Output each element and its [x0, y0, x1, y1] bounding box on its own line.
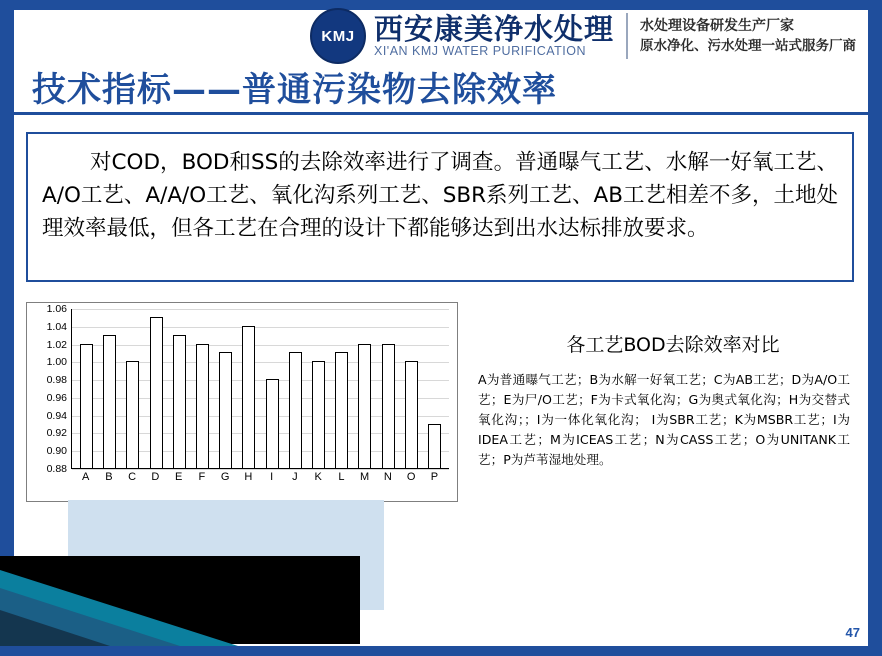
body-paragraph: 对COD，BOD和SS的去除效率进行了调查。普通曝气工艺、水解一好氧工艺、A/O工艺、A/A/O工艺、氧化沟系列工艺、SBR系列工艺、AB工艺相差不多，土地处理效率最低，但各工艺在合理的设计下都能够达到出水达标排放要求。	[42, 150, 838, 241]
chart-x-tick: C	[128, 471, 137, 483]
company-name-block	[374, 11, 615, 59]
chart-bar	[382, 344, 395, 468]
company-tagline	[640, 16, 856, 56]
chart-y-tick: 1.02	[46, 338, 67, 351]
decorative-teal-wedge	[0, 570, 238, 646]
company-logo-icon: KMJ	[310, 8, 366, 64]
chart-bar	[173, 335, 186, 468]
chart-y-tick: 1.06	[46, 303, 67, 315]
chart-y-tick: 0.94	[46, 409, 67, 422]
chart-title: 各工艺BOD去除效率对比	[566, 334, 780, 356]
chart-bar	[428, 424, 441, 468]
brand-header	[310, 8, 856, 64]
chart-x-tick: A	[81, 471, 90, 483]
chart-bar	[126, 361, 139, 468]
chart-y-axis-labels	[31, 303, 67, 475]
company-name-cn: 西安康美净水处理	[374, 11, 615, 46]
chart-x-tick: E	[174, 471, 183, 483]
tagline-line-2: 原水净化、污水处理一站式服务厂商	[640, 38, 857, 54]
chart-bar	[196, 344, 209, 468]
slide-number: 47	[845, 625, 860, 640]
title-divider	[14, 112, 868, 115]
company-name-en: XI'AN KMJ WATER PURIFICATION	[374, 43, 586, 58]
chart-x-tick: H	[244, 471, 253, 483]
chart-x-tick: N	[383, 471, 392, 483]
chart-x-tick: L	[338, 471, 345, 483]
chart-y-tick: 0.92	[46, 427, 67, 440]
chart-x-tick: K	[314, 471, 322, 483]
chart-x-tick: F	[198, 471, 206, 483]
chart-bars	[72, 309, 449, 468]
chart-y-tick: 1.04	[46, 320, 67, 333]
chart-bar	[242, 326, 255, 468]
bod-removal-chart	[26, 302, 458, 502]
body-text-box	[26, 132, 854, 282]
chart-x-tick: I	[270, 471, 274, 483]
bottom-border-bar	[0, 646, 882, 656]
chart-x-tick: J	[292, 471, 298, 483]
chart-bar	[150, 317, 163, 468]
chart-x-tick: O	[406, 471, 416, 483]
chart-bar	[266, 379, 279, 468]
chart-y-tick: 1.00	[46, 356, 67, 369]
page-title: 技术指标——普通污染物去除效率	[32, 70, 557, 110]
chart-legend-description: A为普通曝气工艺；B为水解一好氧工艺；C为AB工艺；D为A/O工艺；E为尸/O工艺；F为卡式氧化沟；G为奥式氧化沟；H为交替式氧化沟；；I为一体化氧化沟； I为SBR工艺；K为MSBR工艺；I为IDEA工艺；M为ICEAS工艺；N为CASS工艺；O为UNITANK工艺；P为芦苇湿地处理。	[478, 372, 850, 467]
chart-bar	[219, 352, 232, 468]
tagline-line-1: 水处理设备研发生产厂家	[640, 18, 795, 34]
chart-x-tick: P	[430, 471, 439, 483]
header-divider	[626, 13, 628, 59]
chart-y-tick: 0.98	[46, 374, 67, 387]
chart-bar	[335, 352, 348, 468]
chart-bar	[289, 352, 302, 468]
chart-x-axis-labels	[71, 471, 449, 483]
chart-plot-area	[71, 309, 449, 469]
chart-y-tick: 0.90	[46, 445, 67, 458]
chart-x-tick: G	[220, 471, 230, 483]
chart-bar	[80, 344, 93, 468]
chart-bar	[358, 344, 371, 468]
chart-gridline	[72, 469, 449, 470]
chart-y-tick: 0.88	[46, 463, 67, 475]
chart-bar	[312, 361, 325, 468]
chart-y-tick: 0.96	[46, 391, 67, 404]
chart-bar	[103, 335, 116, 468]
chart-x-tick: M	[360, 471, 370, 483]
right-border-bar	[868, 0, 882, 656]
chart-x-tick: B	[105, 471, 113, 483]
chart-x-tick: D	[151, 471, 160, 483]
chart-bar	[405, 361, 418, 468]
